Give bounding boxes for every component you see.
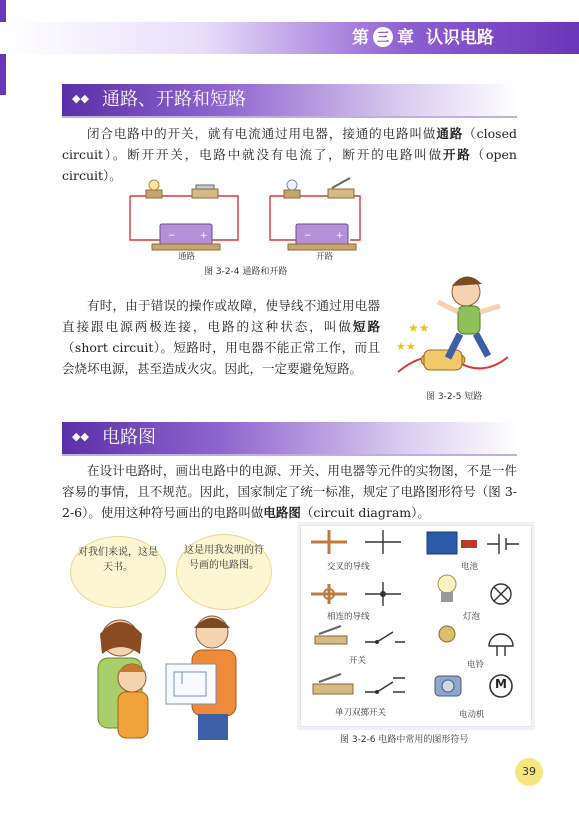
speech-bubble-right: 这是用我发明的符号画的电路图。: [176, 534, 272, 610]
svg-text:★★: ★★: [396, 340, 416, 353]
symbols-panel: [300, 525, 532, 727]
figure-short-circuit-illustration: [388, 262, 518, 402]
figure-caption-3-2-6: 图 3-2-6 电路中常用的图形符号: [340, 735, 469, 745]
switch-icon: [315, 626, 405, 644]
chapter-number-badge: 三: [373, 27, 393, 47]
svg-text:★★: ★★: [408, 321, 430, 335]
diamond-bullet-icon: ◆◆: [72, 430, 89, 443]
page-number-badge: 39: [515, 758, 543, 786]
section-title: 通路、开路和短路: [102, 89, 246, 110]
label-bulb: 灯泡: [463, 612, 481, 622]
label-open: 开路: [316, 252, 334, 262]
label-motor: 电动机: [459, 710, 485, 720]
shocked-boy-illustration: [388, 262, 518, 392]
section-heading-circuits: [62, 84, 517, 118]
figure-caption-3-2-5: 图 3-2-5 短路: [426, 392, 483, 402]
bulb-icon: [438, 575, 511, 604]
term-circuit-diagram: 电路图: [263, 505, 301, 520]
spdt-switch-icon: [313, 674, 405, 694]
speech-bubble-left: 对我们来说，这是天书。: [70, 536, 166, 608]
label-spdt-switch: 单刀双掷开关: [335, 708, 387, 718]
label-switch: 开关: [349, 656, 367, 666]
paragraph-circuit-diagram: 在设计电路时，画出电路中的电源、开关、用电器等元件的实物图，不是一件容易的事情，且不规范。因此，国家制定了统一标准，规定了电路图形符号（图 3-2-6）。使用这种符号画出的电路叫做电路图（circuit diagram）。: [62, 463, 517, 520]
label-connected-wires: 相连的导线: [327, 612, 370, 622]
figure-caption-3-2-4: 图 3-2-4 通路和开路: [204, 267, 288, 277]
svg-text:+: +: [200, 231, 208, 241]
closed-circuit-drawing: [130, 180, 238, 250]
crossed-wires-icon: [311, 530, 401, 554]
children-illustration: [82, 610, 282, 742]
battery-icon: [427, 532, 519, 554]
chapter-suffix: 章: [397, 28, 414, 48]
term-open-circuit: 开路: [442, 147, 472, 162]
paragraph-short-circuit: 有时，由于错误的操作或故障，使导线不通过用电器直接跟电源两极连接，电路的这种状态，叫做短路（short circuit）。短路时，用电器不能正常工作，而且会烧坏电源，甚至造成火灾。因此，一定要避免短路。: [62, 298, 380, 376]
chapter-prefix: 第: [352, 28, 369, 48]
term-closed-circuit: 通路: [436, 126, 464, 141]
svg-text:+: +: [336, 231, 344, 241]
connected-wires-icon: [311, 582, 401, 606]
paragraph-open-closed: 闭合电路中的开关，就有电流通过用电器，接通的电路叫做通路（closed circuit）。断开开关，电路中就没有电流了，断开的电路叫做开路（open circuit）。: [62, 126, 517, 183]
label-bell: 电铃: [467, 660, 485, 670]
chapter-title: 认识电路: [425, 28, 494, 48]
chapter-header-title: [352, 22, 494, 54]
diamond-bullet-icon: ◆◆: [72, 92, 89, 105]
label-crossed-wires: 交叉的导线: [327, 562, 370, 572]
symbols-drawing: [301, 526, 531, 726]
label-battery: 电池: [461, 562, 479, 572]
term-short-circuit: 短路: [352, 319, 380, 334]
section-heading-circuit-diagram: [62, 422, 517, 456]
svg-text:−: −: [304, 231, 312, 241]
bell-icon: [439, 626, 513, 656]
section-title: 电路图: [102, 427, 156, 448]
open-circuit-drawing: [270, 178, 360, 250]
label-closed: 通路: [178, 252, 196, 262]
motor-symbol-letter: M: [495, 677, 507, 691]
svg-text:−: −: [168, 231, 176, 241]
